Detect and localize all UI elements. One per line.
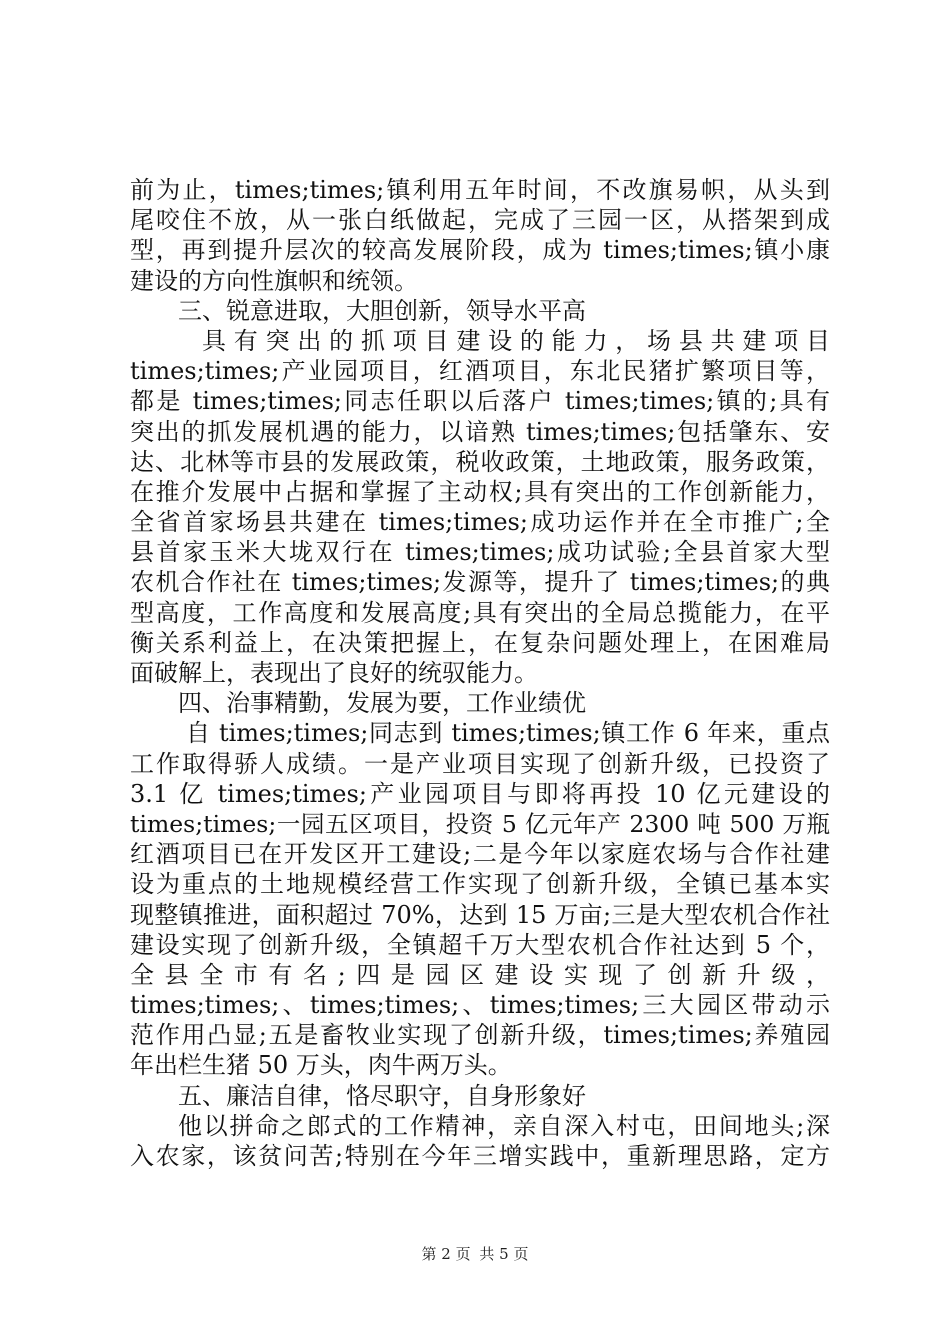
text-line: 年出栏生猪 50 万头，肉牛两万头。: [130, 1051, 512, 1080]
text-line: times;times;一园五区项目，投资 5 亿元年产 2300 吨 500 万瓶: [130, 809, 830, 838]
document-body: [130, 175, 830, 1171]
text-line: 他以拼命之郎式的工作精神，亲自深入村屯，田间地头;深: [178, 1111, 830, 1140]
section-heading: 五、廉洁自律，恪尽职守，自身形象好: [178, 1081, 586, 1110]
text-line: 3.1 亿 times;times;产业园项目与即将再投 10 亿元建设的: [130, 779, 830, 808]
text-line: 具有突出的抓项目建设的能力，场县共建项目: [202, 326, 830, 355]
text-line: 自 times;times;同志到 times;times;镇工作 6 年来，重点: [186, 719, 830, 748]
page-total: 共 5 页: [479, 1245, 529, 1263]
text-line: times;times;、times;times;、times;times;三大园区带动示: [130, 991, 830, 1020]
text-line: 型高度，工作高度和发展高度;具有突出的全局总揽能力，在平: [130, 598, 830, 627]
text-line: 型，再到提升层次的较高发展阶段，成为 times;times;镇小康: [130, 236, 830, 265]
text-line: 建设的方向性旗帜和统领。: [130, 266, 418, 295]
text-line: 入农家，该贫问苦;特别在今年三增实践中，重新理思路，定方: [130, 1142, 830, 1170]
text-line: times;times;产业园项目，红酒项目，东北民猪扩繁项目等，: [130, 357, 830, 386]
text-line: 都是 times;times;同志任职以后落户 times;times;镇的;具有: [130, 387, 830, 416]
text-line: 在推介发展中占据和掌握了主动权;具有突出的工作创新能力，: [130, 477, 830, 506]
text-line: 衡关系利益上，在决策把握上，在复杂问题处理上，在困难局: [130, 628, 830, 657]
text-line: 达、北林等市县的发展政策，税收政策，土地政策，服务政策，: [130, 447, 830, 476]
section-heading: 四、治事精勤，发展为要，工作业绩优: [178, 689, 586, 718]
text-line: 县首家玉米大垅双行在 times;times;成功试验;全县首家大型: [130, 538, 830, 567]
text-line: 工作取得骄人成绩。一是产业项目实现了创新升级，已投资了: [130, 749, 830, 778]
text-line: 现整镇推进，面积超过 70%，达到 15 万亩;三是大型农机合作社: [130, 900, 830, 929]
page-number: 第 2 页: [421, 1245, 471, 1263]
text-line: 突出的抓发展机遇的能力，以谙熟 times;times;包括肇东、安: [130, 417, 830, 446]
text-line: 全县全市有名;四是园区建设实现了创新升级，: [130, 960, 830, 989]
text-line: 红酒项目已在开发区开工建设;二是今年以家庭农场与合作社建: [130, 840, 830, 869]
text-line: 农机合作社在 times;times;发源等，提升了 times;times;的典: [130, 568, 830, 597]
text-line: 建设实现了创新升级，全镇超千万大型农机合作社达到 5 个，: [130, 930, 830, 959]
text-line: 设为重点的土地规模经营工作实现了创新升级，全镇已基本实: [130, 870, 830, 899]
text-line: 面破解上，表现出了良好的统驭能力。: [130, 659, 538, 687]
text-line: 全省首家场县共建在 times;times;成功运作并在全市推广;全: [130, 508, 830, 537]
text-line: 前为止，times;times;镇利用五年时间，不改旗易帜，从头到: [130, 176, 830, 204]
section-heading: 三、锐意进取，大胆创新，领导水平高: [178, 296, 586, 325]
text-line: 尾咬住不放，从一张白纸做起，完成了三园一区，从搭架到成: [130, 206, 830, 235]
page-footer: [0, 1244, 950, 1264]
text-line: 范作用凸显;五是畜牧业实现了创新升级，times;times;养殖园: [130, 1021, 830, 1050]
